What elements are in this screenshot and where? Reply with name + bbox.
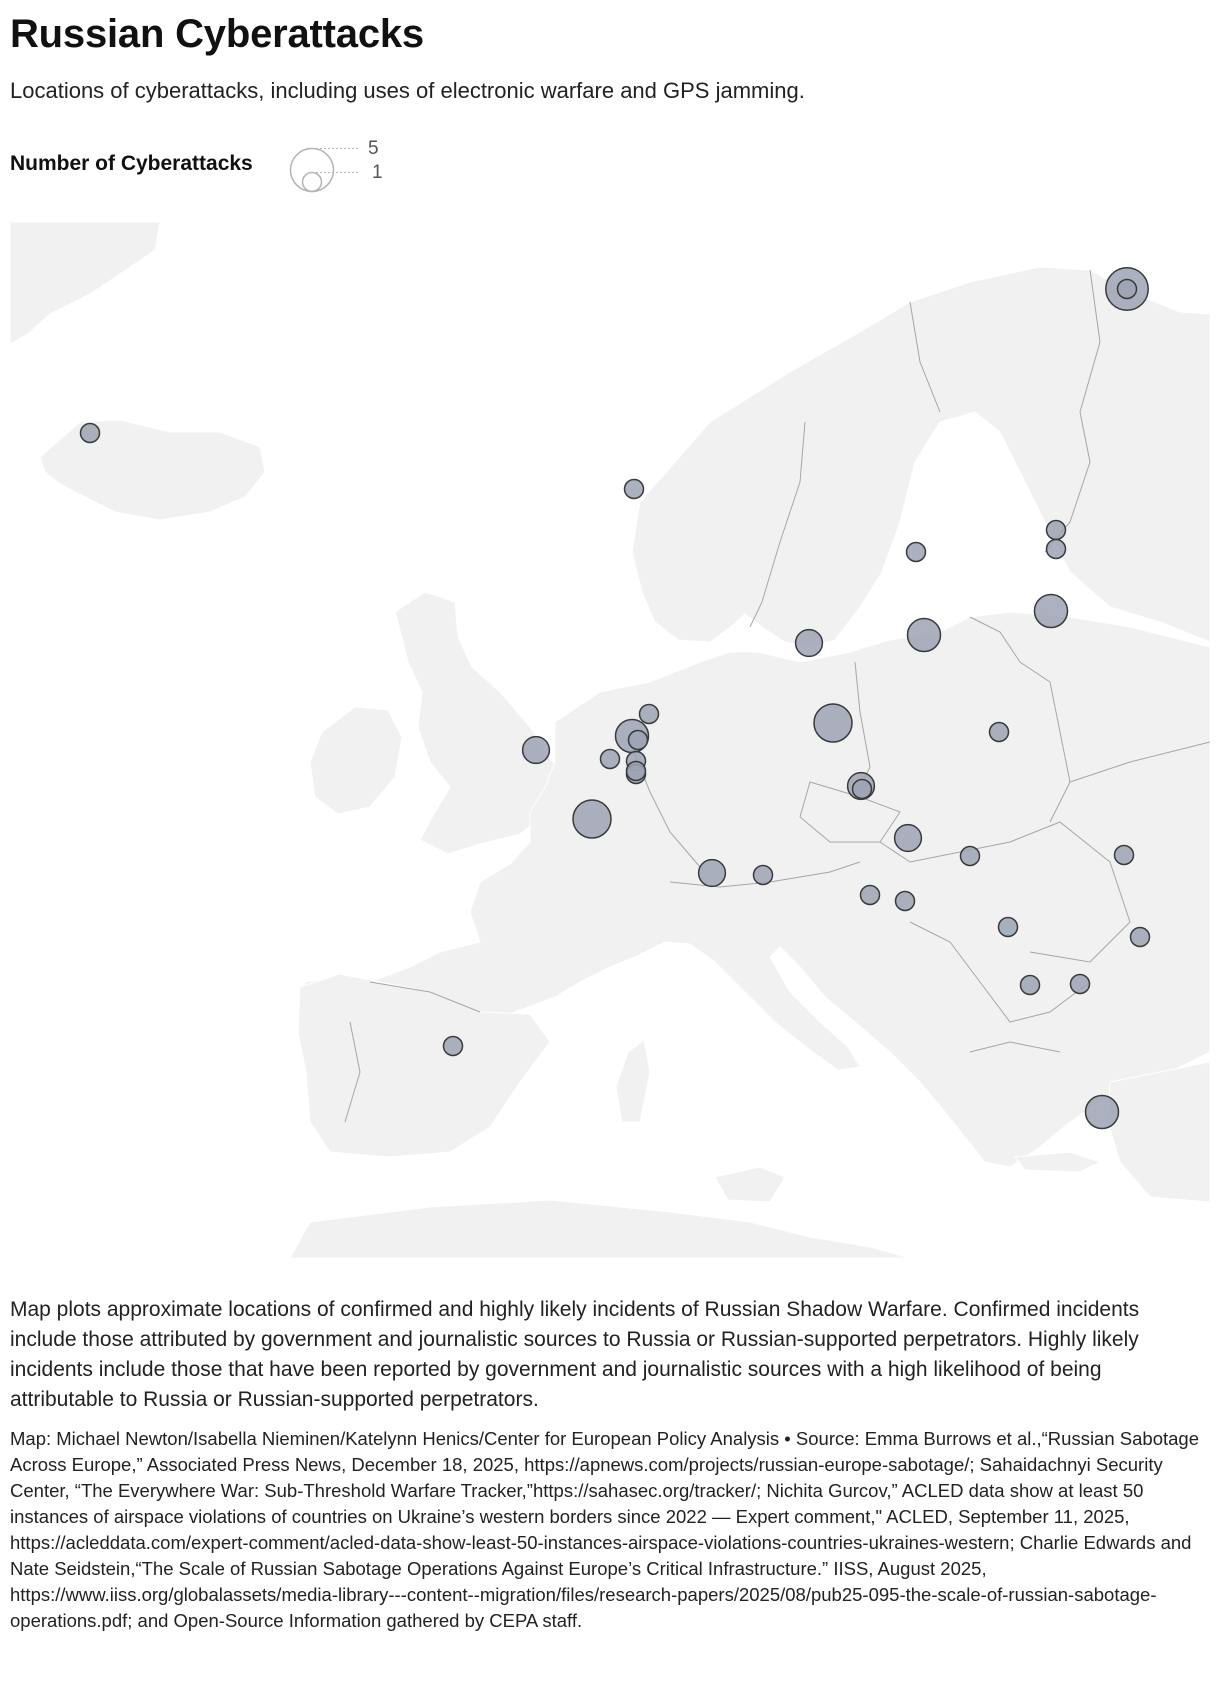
attack-bubble[interactable]: [861, 886, 880, 905]
legend-value-max: 5: [368, 138, 379, 159]
land-layer: [10, 222, 1210, 1258]
legend-label: Number of Cyberattacks: [10, 152, 253, 175]
scandinavia-landmass: [632, 267, 1210, 647]
greenland-landmass: [10, 222, 160, 344]
sicily-landmass: [715, 1167, 785, 1202]
attack-bubble[interactable]: [907, 543, 926, 562]
ireland-landmass: [310, 707, 402, 814]
attack-bubble[interactable]: [699, 860, 726, 887]
attack-bubble[interactable]: [999, 918, 1018, 937]
attack-bubble[interactable]: [1086, 1096, 1119, 1129]
attack-bubble[interactable]: [523, 737, 550, 764]
attack-bubble[interactable]: [1118, 280, 1137, 299]
attack-bubble[interactable]: [1115, 846, 1134, 865]
source-credits: Map: Michael Newton/Isabella Nieminen/Katelynn Henics/Center for European Policy Analysis • Source: Emma Burrows et al.,“Russian Sabotage Across Europe,” Associated Press News, December 18, 2025, https://apnews.com/projects/russian-europe-sabotage/; Sahaidachnyi Security Center, “The Everywhere War: Sub-Threshold Warfare Tracker,”https://sahasec.org/tracker/; Nichita Gurcov,” ACLED data show at least 50 instances of airspace violations of countries on Ukraine’s western borders since 2022 — Expert comment," ACLED, September 11, 2025, https://acleddata.com/expert-comment/acled-data-show-least-50-instances-airspace-violations-countries-ukraines-western; Charlie Edwards and Nate Seidstein,“The Scale of Russian Sabotage Operations Against Europe’s Critical Infrastructure.” IISS, August 2025, https://www.iiss.org/globalassets/media-library---content--migration/files/research-papers/2025/08/pub25-095-the-scale-of-russian-sabotage-operations.pdf; and Open-Source Information gathered by CEPA staff.: [10, 1428, 1199, 1631]
legend-value-min: 1: [372, 162, 383, 183]
page-title: Russian Cyberattacks: [10, 12, 424, 56]
attack-bubble[interactable]: [629, 731, 648, 750]
turkey-landmass: [1108, 1062, 1210, 1202]
attack-bubble[interactable]: [853, 780, 872, 799]
attack-bubble[interactable]: [601, 750, 620, 769]
attack-bubble[interactable]: [640, 705, 659, 724]
size-legend: [10, 140, 430, 200]
attack-bubble[interactable]: [796, 630, 823, 657]
corsica-sardinia-landmass: [616, 1040, 650, 1122]
attack-bubble[interactable]: [814, 704, 852, 742]
map-canvas: [10, 222, 1210, 1258]
attack-bubble[interactable]: [990, 723, 1009, 742]
attack-bubble[interactable]: [1047, 540, 1066, 559]
attack-bubble[interactable]: [1131, 928, 1150, 947]
legend-circle-min: [303, 173, 322, 192]
attack-bubble[interactable]: [81, 424, 100, 443]
attack-bubble[interactable]: [908, 619, 941, 652]
page-subtitle: Locations of cyberattacks, including uses of electronic warfare and GPS jamming.: [10, 78, 805, 103]
attack-bubble[interactable]: [896, 892, 915, 911]
attack-bubble[interactable]: [754, 866, 773, 885]
attack-bubble[interactable]: [961, 847, 980, 866]
attack-bubble[interactable]: [1071, 975, 1090, 994]
attack-bubble[interactable]: [627, 762, 646, 781]
attack-bubble[interactable]: [1021, 976, 1040, 995]
attack-bubble[interactable]: [895, 825, 922, 852]
methodology-note: Map plots approximate locations of confirmed and highly likely incidents of Russian Shadow Warfare. Confirmed incidents include those attributed by government and journalistic sources to Russia or Russian-supported perpetrators. Highly likely incidents include those that have been reported by government and journalistic sources with a high likelihood of being attributable to Russia or Russian-supported perpetrators.: [10, 1298, 1140, 1411]
attack-bubble[interactable]: [1047, 521, 1066, 540]
iceland-landmass: [40, 420, 265, 520]
legend-circles: [290, 140, 370, 200]
attack-bubble[interactable]: [573, 800, 611, 838]
attack-bubble[interactable]: [1035, 595, 1068, 628]
attack-bubble[interactable]: [625, 480, 644, 499]
legend-circle-max: [291, 149, 334, 192]
north-africa-landmass: [290, 1200, 910, 1258]
attack-bubble[interactable]: [444, 1037, 463, 1056]
europe-map: [10, 222, 1210, 1258]
